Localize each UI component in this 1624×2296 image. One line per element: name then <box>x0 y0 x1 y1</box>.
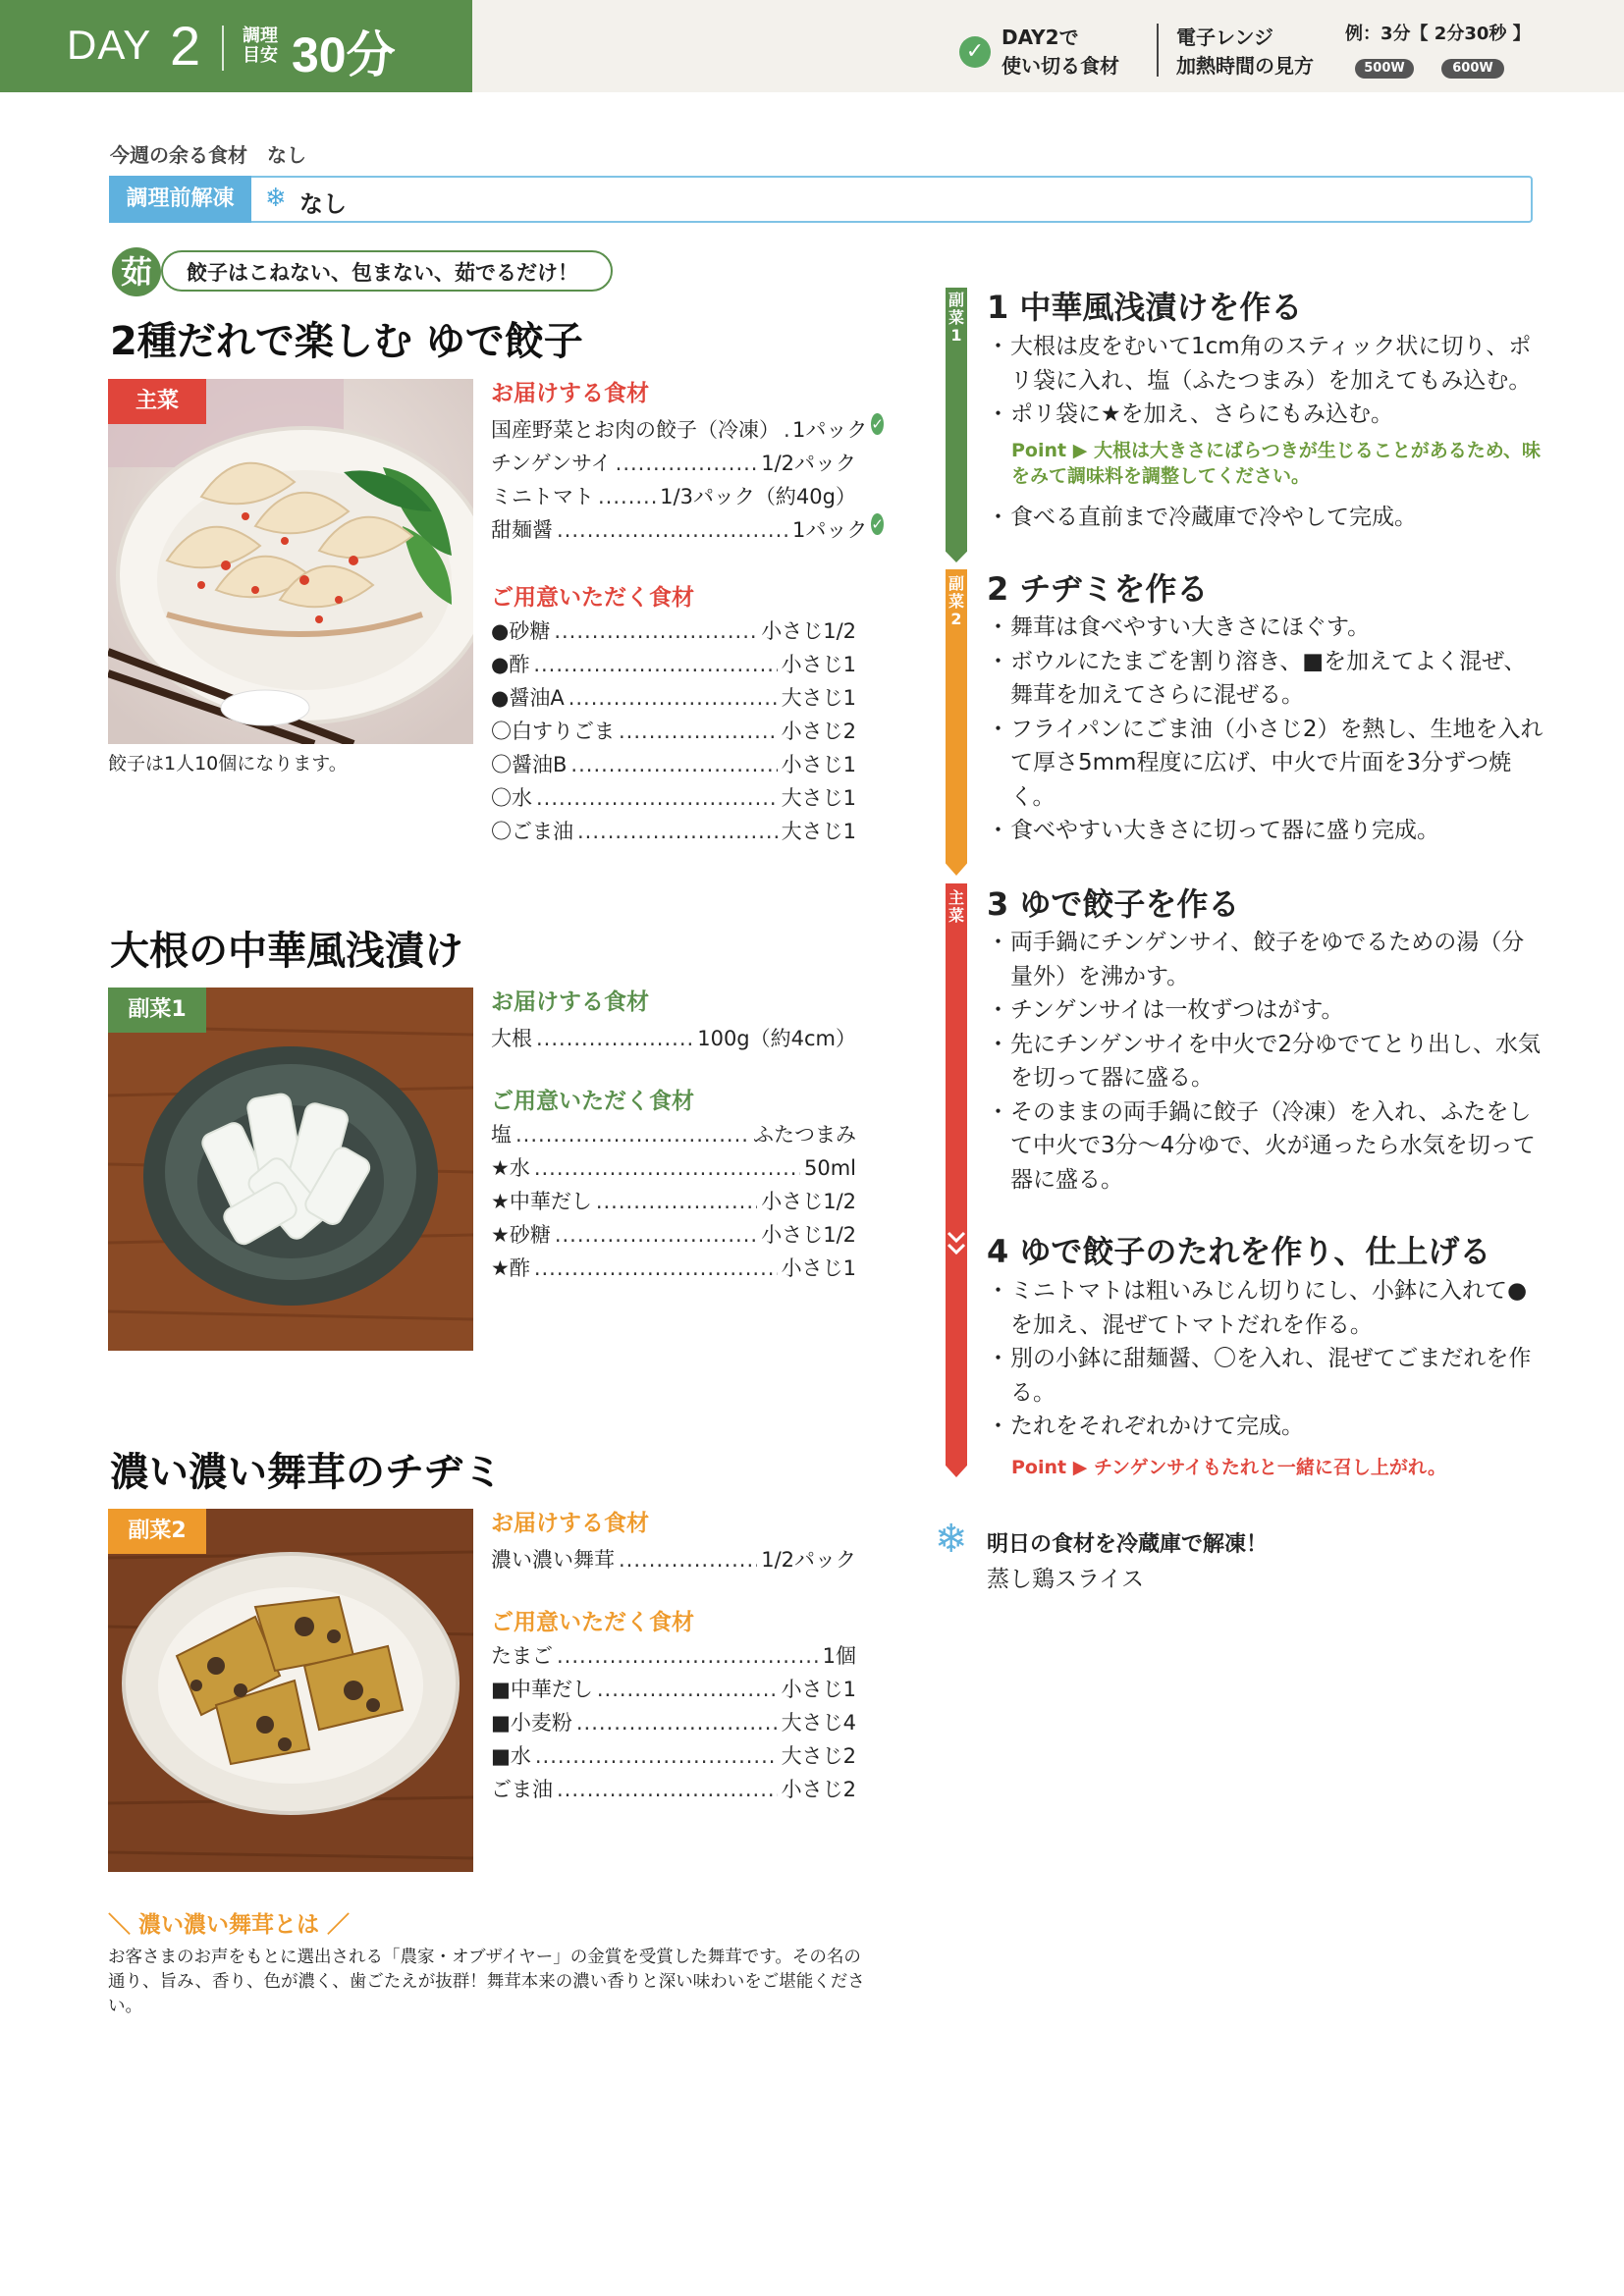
list-item: ミニトマト ..... 1/3パック（約40g） <box>491 480 856 513</box>
gyoza-photo <box>108 379 473 744</box>
leftover-ingredients: 今週の余る食材 なし <box>110 143 306 167</box>
badge-side-dish-1: 副菜1 <box>108 988 206 1033</box>
list-item: ●酢 ..... 小さじ1 <box>491 648 856 681</box>
use-up-label: DAY2で 使い切る食材 <box>1001 26 1119 78</box>
thaw-value: なし <box>299 190 347 218</box>
tomorrow-item: 蒸し鶏スライス <box>987 1567 1145 1592</box>
snowflake-icon: ❄ <box>935 1517 968 1562</box>
step-4-heading: 4 ゆで餃子のたれを作り、仕上げる <box>987 1233 1491 1270</box>
delivered-head: お届けする食材 <box>491 1511 649 1536</box>
badge-side-dish-2: 副菜2 <box>108 1509 206 1554</box>
list-item: 大根 ..... 100g（約4cm） <box>491 1022 856 1055</box>
gyoza-prepare-list <box>491 614 856 848</box>
delivered-head: お届けする食材 <box>491 989 649 1015</box>
watt-600-badge: 600W <box>1441 59 1504 79</box>
list-item: 〇醤油B ..... 小さじ1 <box>491 748 856 781</box>
dish-title-gyoza: 2種だれで楽しむ ゆで餃子 <box>110 319 583 364</box>
header-divider <box>222 26 224 71</box>
microwave-example: 例：3分【 2分30秒 】 <box>1345 24 1531 44</box>
list-item: 塩 ..... ふたつまみ <box>491 1118 856 1151</box>
list-item: ●醤油A ..... 大さじ1 <box>491 681 856 715</box>
dish-title-chijimi: 濃い濃い舞茸のチヂミ <box>110 1450 503 1495</box>
gyoza-delivered-list <box>491 413 884 547</box>
list-item: ★水 ..... 50ml <box>491 1151 856 1185</box>
chijimi-prepare-list <box>491 1639 856 1806</box>
list-item: ・ そのままの両手鍋に餃子（冷凍）を入れ、ふたをして中火で3分〜4分ゆで、火が通ったら水気を切って器に盛る。 <box>987 1095 1546 1198</box>
list-item: ・ 舞茸は食べやすい大きさにほぐす。 <box>987 611 1546 645</box>
list-item: 〇ごま油 ..... 大さじ1 <box>491 815 856 848</box>
check-icon: ✓ <box>871 415 884 433</box>
list-item: ・ 食べる直前まで冷蔵庫で冷やして完成。 <box>987 501 1546 535</box>
list-item: ・ ミニトマトは粗いみじん切りにし、小鉢に入れて●を加え、混ぜてトマトだれを作る。 <box>987 1274 1546 1342</box>
list-item: 甜麺醤 ..... 1パック ✓ <box>491 513 884 547</box>
check-icon: ✓ <box>871 515 884 533</box>
prepare-head: ご用意いただく食材 <box>491 1089 694 1114</box>
list-item: ★酢 ..... 小さじ1 <box>491 1252 856 1285</box>
microwave-label: 電子レンジ 加熱時間の見方 <box>1176 26 1314 78</box>
daikon-photo <box>108 988 473 1351</box>
list-item: ★砂糖 ..... 小さじ1/2 <box>491 1218 856 1252</box>
step-bar-label: 副 菜 2 <box>947 574 964 628</box>
step-bar-label: 主 菜 <box>947 888 964 925</box>
dish-title-daikon: 大根の中華風浅漬け <box>110 929 463 974</box>
day-number: 2 <box>170 15 201 77</box>
daikon-prepare-list <box>491 1118 856 1285</box>
chevron-down-icon <box>946 1229 967 1258</box>
list-item: ・ 両手鍋にチンゲンサイ、餃子をゆでるための湯（分量外）を沸かす。 <box>987 926 1546 993</box>
list-item: ・ 別の小鉢に甜麺醤、〇を入れ、混ぜてごまだれを作る。 <box>987 1342 1546 1410</box>
list-item: ■小麦粉 ..... 大さじ4 <box>491 1706 856 1739</box>
step-1-body-after <box>987 501 1546 535</box>
list-item: ごま油 ..... 小さじ2 <box>491 1773 856 1806</box>
list-item: ・ チンゲンサイは一枚ずつはがす。 <box>987 993 1546 1028</box>
step-2-heading: 2 チヂミを作る <box>987 570 1209 608</box>
list-item: チンゲンサイ ..... 1/2パック <box>491 447 856 480</box>
chijimi-delivered-list <box>491 1543 856 1576</box>
list-item: ●砂糖 ..... 小さじ1/2 <box>491 614 856 648</box>
tomorrow-title: 明日の食材を冷蔵庫で解凍！ <box>987 1532 1269 1557</box>
gyoza-caption: 餃子は1人10個になります。 <box>108 753 348 774</box>
step-4-body <box>987 1274 1546 1444</box>
list-item: ★中華だし ..... 小さじ1/2 <box>491 1185 856 1218</box>
list-item: ・ ポリ袋に★を加え、さらにもみ込む。 <box>987 398 1546 432</box>
list-item: ■中華だし ..... 小さじ1 <box>491 1673 856 1706</box>
list-item: ・ 大根は皮をむいて1cm角のスティック状に切り、ポリ袋に入れ、塩（ふたつまみ）を加えてもみ込む。 <box>987 330 1546 398</box>
daikon-delivered-list <box>491 1022 856 1055</box>
boil-tag-icon: 茹 <box>112 247 161 296</box>
time-value: 30分 <box>292 27 396 82</box>
chijimi-photo <box>108 1509 473 1872</box>
list-item: ・ 先にチンゲンサイを中火で2分ゆでてとり出し、水気を切って器に盛る。 <box>987 1028 1546 1095</box>
step-bar-label: 副 菜 1 <box>947 291 964 345</box>
step-bar-main <box>946 883 967 1477</box>
check-icon: ✓ <box>959 36 991 68</box>
header-separator <box>1157 24 1159 77</box>
step-2-body <box>987 611 1546 848</box>
list-item: ・ ボウルにたまごを割り溶き、■を加えてよく混ぜ、舞茸を加えてさらに混ぜる。 <box>987 645 1546 713</box>
prepare-head: ご用意いただく食材 <box>491 585 694 611</box>
watt-500-badge: 500W <box>1355 59 1414 79</box>
list-item: たまご ..... 1個 <box>491 1639 856 1673</box>
step-4-point: Point ▶ チンゲンサイもたれと一緒に召し上がれ。 <box>1011 1457 1447 1478</box>
step-1-body <box>987 330 1546 432</box>
list-item: ・ 食べやすい大きさに切って器に盛り完成。 <box>987 814 1546 848</box>
delivered-head: お届けする食材 <box>491 381 649 406</box>
list-item: ・ たれをそれぞれかけて完成。 <box>987 1410 1546 1444</box>
list-item: 濃い濃い舞茸 ..... 1/2パック <box>491 1543 856 1576</box>
dish-tagline: 餃子はこねない、包まない、茹でるだけ！ <box>161 250 613 292</box>
thaw-label: 調理前解凍 <box>109 176 251 223</box>
list-item: 〇水 ..... 大さじ1 <box>491 781 856 815</box>
step-3-body <box>987 926 1546 1197</box>
step-1-heading: 1 中華風浅漬けを作る <box>987 289 1303 326</box>
about-maitake-title: ＼ 濃い濃い舞茸とは ／ <box>108 1912 351 1938</box>
time-label: 調理 目安 <box>243 26 278 66</box>
list-item: 国産野菜とお肉の餃子（冷凍） ..... 1パック ✓ <box>491 413 884 447</box>
list-item: ■水 ..... 大さじ2 <box>491 1739 856 1773</box>
list-item: ・ フライパンにごま油（小さじ2）を熱し、生地を入れて厚さ5mm程度に広げ、中火で片面を3分ずつ焼く。 <box>987 713 1546 815</box>
step-1-point: Point ▶ 大根は大きさにばらつきが生じることがあるため、味をみて調味料を調整してください。 <box>1011 440 1541 487</box>
step-3-heading: 3 ゆで餃子を作る <box>987 885 1240 923</box>
list-item: 〇白すりごま ..... 小さじ2 <box>491 715 856 748</box>
day-word: DAY <box>67 22 152 68</box>
prepare-head: ご用意いただく食材 <box>491 1610 694 1635</box>
about-maitake-text: お客さまのお声をもとに選出される「農家・オブザイヤー」の金賞を受賞した舞茸です。その名の通り、旨み、香り、色が濃く、歯ごたえが抜群！舞茸本来の濃い香りと深い味わいをご堪能ください。 <box>108 1948 865 2016</box>
badge-main-dish: 主菜 <box>108 379 206 424</box>
snowflake-icon: ❄ <box>265 184 287 213</box>
